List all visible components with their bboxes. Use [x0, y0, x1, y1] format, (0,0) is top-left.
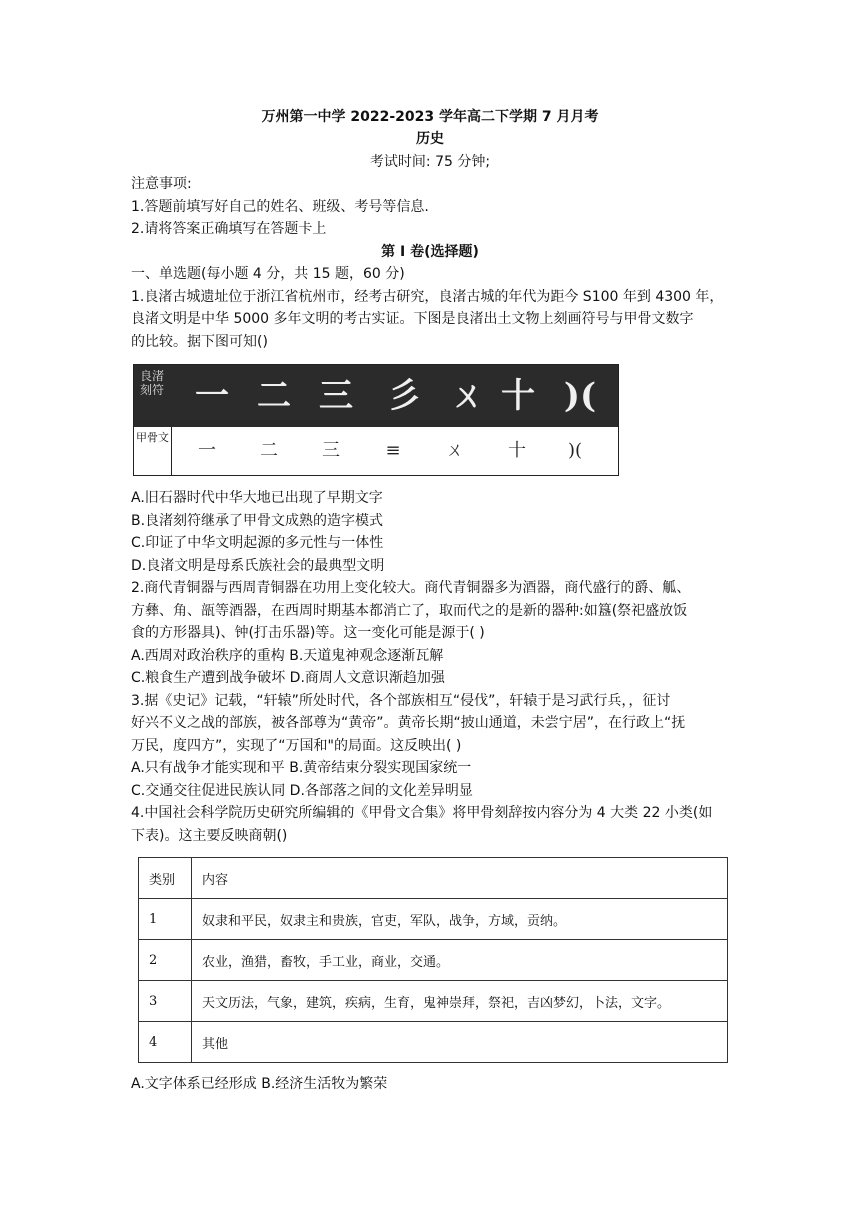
q1-option-c: C.印证了中华文明起源的多元性与一体性: [131, 535, 384, 551]
liangzhu-glyph: 三: [319, 376, 353, 416]
section-title: 第 I 卷(选择题): [381, 244, 479, 260]
liangzhu-glyph: 二: [257, 376, 291, 416]
table-cell: 农业，渔猎，畜牧，手工业，商业，交通。: [192, 940, 728, 981]
glyph-comparison-figure: [133, 364, 619, 476]
oracle-glyph: 三: [322, 440, 340, 461]
liangzhu-glyph: )(: [563, 376, 597, 416]
q1-option-d: D.良渚文明是母系氏族社会的最典型文明: [131, 558, 385, 574]
q4-options-ab: A.文字体系已经形成 B.经济生活牧为繁荣: [131, 1076, 388, 1092]
q1-stem-line: 良渚文明是中华 5000 多年文明的考古实证。下图是良渚出土文物上刻画符号与甲骨文数字: [131, 311, 694, 327]
q3-stem-line: 3.据《史记》记载，“轩辕”所处时代，各个部族相互“侵伐”，轩辕于是习武行兵，，征讨: [131, 693, 671, 709]
table-row: [139, 940, 728, 981]
table-cell: 4: [139, 1022, 192, 1063]
q2-stem-line: 2.商代青铜器与西周青铜器在功用上变化较大。商代青铜器多为酒器，商代盛行的爵、觚、: [131, 580, 691, 596]
q1-option-a: A.旧石器时代中华大地已出现了早期文字: [131, 490, 383, 506]
table-cell: 3: [139, 981, 192, 1022]
note-item: 2.请将答案正确填写在答题卡上: [131, 221, 327, 237]
content-category-table: [138, 857, 728, 1063]
oracle-glyph: 二: [260, 440, 278, 461]
table-row: [139, 899, 728, 940]
table-row: [139, 1022, 728, 1063]
q2-options-cd: C.粮食生产遭到战争破坏 D.商周人文意识渐趋加强: [131, 670, 445, 686]
liangzhu-glyph: 彡: [387, 376, 421, 416]
liangzhu-glyph: 十: [501, 376, 535, 416]
table-cell: 奴隶和平民，奴隶主和贵族，官吏，军队，战争，方域，贡纳。: [192, 899, 728, 940]
oracle-glyph: ㄨ: [446, 440, 464, 461]
q1-stem-line: 1.良渚古城遗址位于浙江省杭州市，经考古研究，良渚古城的年代为距今 S100 年到 4300 年，: [131, 289, 724, 305]
q3-stem-line: 好兴不义之战的部族，被各部尊为“黄帝”。黄帝长期“披山通道，未尝宁居”，在行政上“抚: [131, 715, 686, 731]
liangzhu-glyph-row: [134, 365, 618, 427]
section-instruction: 一、单选题(每小题 4 分，共 15 题，60 分): [131, 266, 405, 282]
table-cell: 天文历法，气象，建筑，疾病，生育，鬼神崇拜，祭祀，吉凶梦幻，卜法，文字。: [192, 981, 728, 1022]
q1-stem-line: 的比较。据下图可知(): [131, 334, 268, 350]
exam-title: 万州第一中学 2022-2023 学年高二下学期 7 月月考: [261, 109, 599, 125]
table-header-row: [139, 858, 728, 899]
oracle-row-label: 甲骨文: [134, 427, 172, 475]
oracle-glyph: )(: [567, 440, 583, 461]
q2-stem-line: 食的方形器具)、钟(打击乐器)等。这一变化可能是源于( ): [131, 625, 485, 641]
table-cell: 1: [139, 899, 192, 940]
q4-stem-line: 4.中国社会科学院历史研究所编辑的《甲骨文合集》将甲骨刻辞按内容分为 4 大类 22 小类(如: [131, 805, 713, 821]
q4-stem-line: 下表)。这主要反映商朝(): [131, 828, 288, 844]
liangzhu-glyph: ㄨ: [451, 376, 485, 416]
oracle-glyph: 一: [198, 440, 216, 461]
table-header-cell: 内容: [192, 858, 728, 899]
oracle-glyph: ≡: [385, 440, 401, 461]
subject-title: 历史: [416, 131, 444, 147]
exam-time: 考试时间: 75 分钟;: [369, 154, 491, 170]
notes-heading: 注意事项:: [131, 176, 192, 192]
liangzhu-glyph: 一: [195, 376, 229, 416]
q1-option-b: B.良渚刻符继承了甲骨文成熟的造字模式: [131, 513, 384, 529]
table-header-cell: 类别: [139, 858, 192, 899]
table-row: [139, 981, 728, 1022]
oracle-glyph: 十: [508, 440, 526, 461]
table-cell: 其他: [192, 1022, 728, 1063]
q3-stem-line: 万民，度四方”，实现了“万国和"的局面。这反映出( ): [131, 738, 462, 754]
liangzhu-row-label: 良渚刻符: [140, 369, 165, 397]
note-item: 1.答题前填写好自己的姓名、班级、考号等信息.: [131, 199, 429, 215]
q3-options-cd: C.交通交往促进民族认同 D.各部落之间的文化差异明显: [131, 783, 473, 799]
q3-options-ab: A.只有战争才能实现和平 B.黄帝结束分裂实现国家统一: [131, 760, 472, 776]
table-cell: 2: [139, 940, 192, 981]
q2-options-ab: A.西周对政治秩序的重构 B.天道鬼神观念逐渐瓦解: [131, 648, 444, 664]
q2-stem-line: 方彝、角、瓿等酒器，在西周时期基本都消亡了，取而代之的是新的器种:如簋(祭祀盛放饭: [131, 603, 688, 619]
oracle-glyph-row: [134, 427, 618, 475]
